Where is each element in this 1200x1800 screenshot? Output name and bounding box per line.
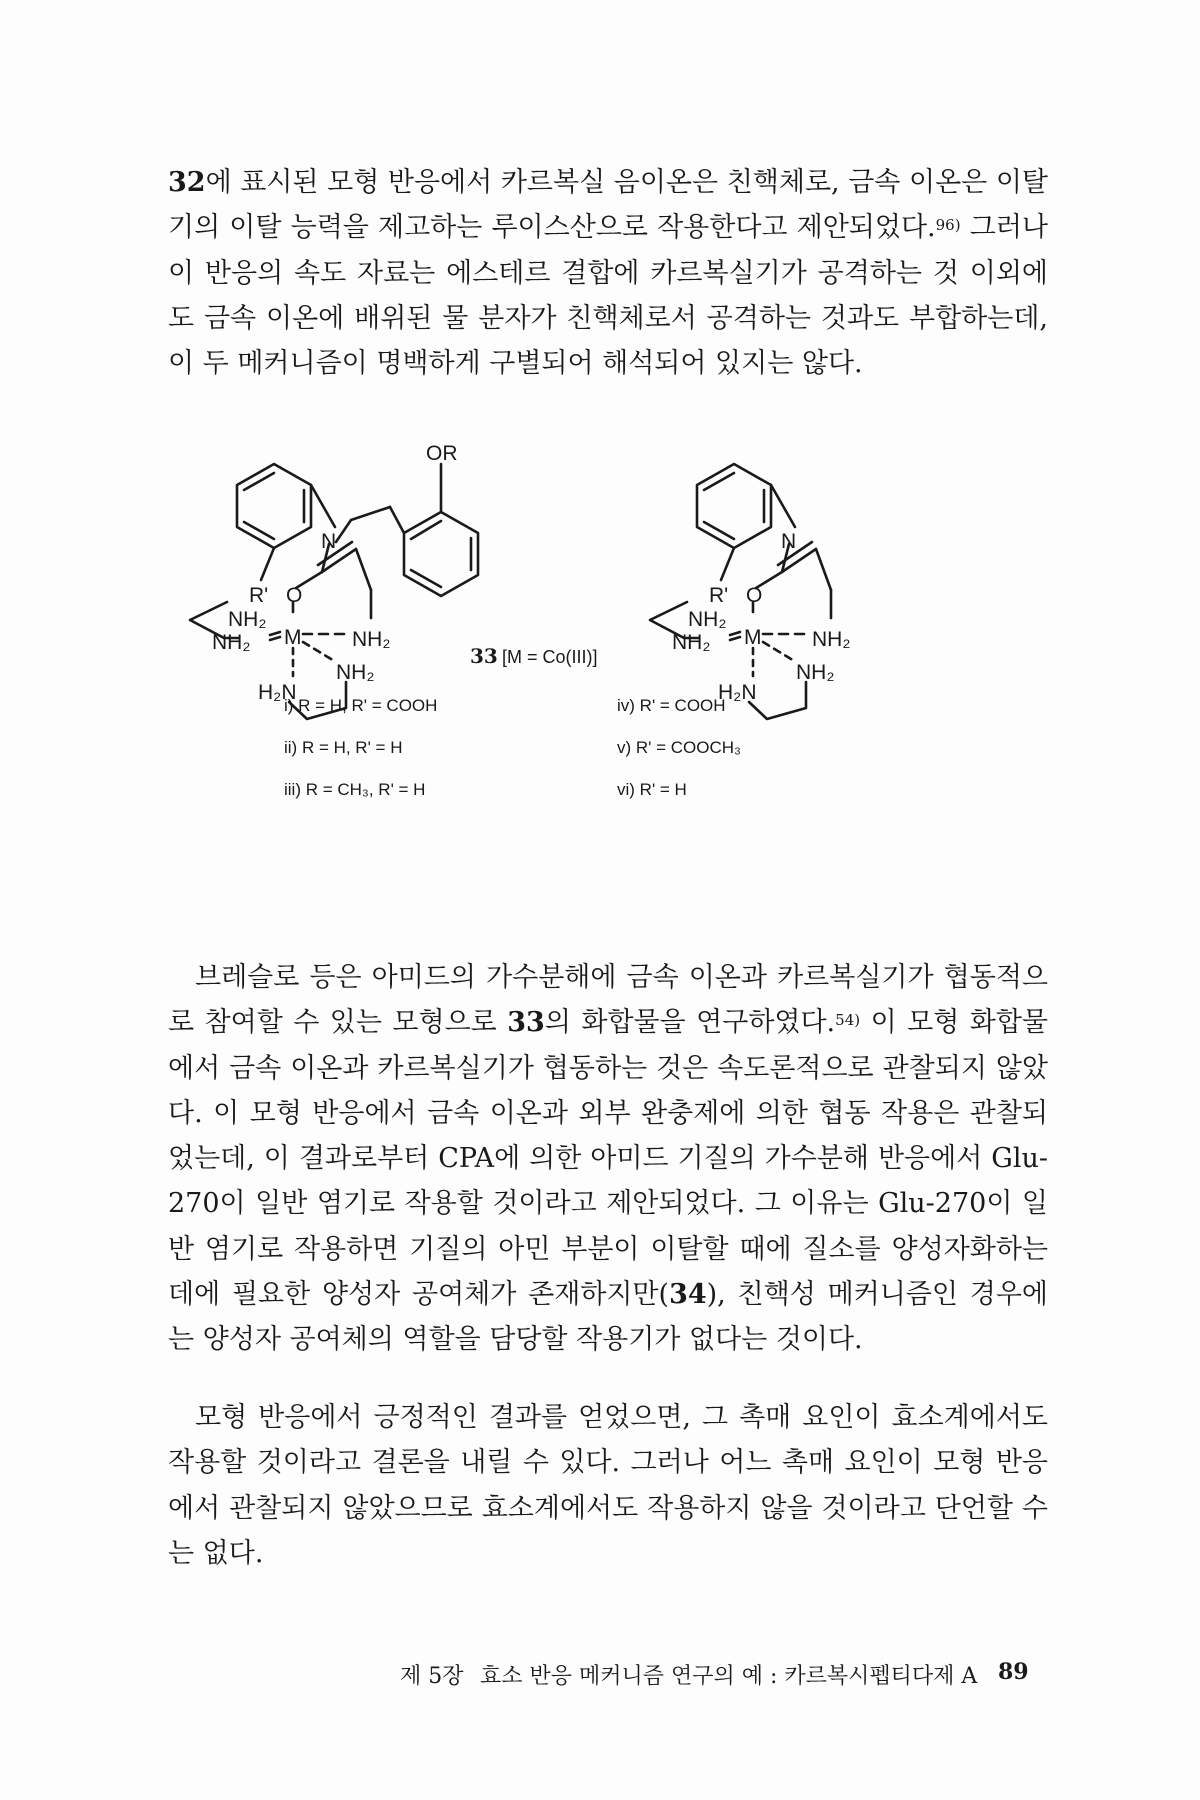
left-o-label: O xyxy=(286,584,303,607)
paragraph-1 xyxy=(168,160,1048,386)
variant-vi: vi) R' = H xyxy=(617,780,687,799)
paragraph-2-text-b: 의 화합물을 연구하였다. xyxy=(544,1007,836,1039)
right-o-label: O xyxy=(746,584,763,607)
footer-title: 효소 반응 메커니즘 연구의 예 : 카르복시펩티다제 A xyxy=(480,1664,978,1689)
variant-v: v) R' = COOCH₃ xyxy=(617,738,741,757)
left-n-label: N xyxy=(321,530,337,553)
citation-96: 96) xyxy=(935,216,961,235)
compound-number: 33 xyxy=(470,644,498,668)
right-r-prime-label: R' xyxy=(709,584,729,607)
right-n-label: N xyxy=(781,530,797,553)
paragraph-2-text-c: 이 모형 화합물에서 금속 이온과 카르복실기가 협동하는 것은 속도론적으로 관찰되지 않았다. 이 모형 반응에서 금속 이온과 외부 완충제에 의한 협동 작용은 관찰되었는데, 이 결과로부터 CPA에 의한 아미드 기질의 가수분해 반응에서 Glu-270이 일반 염기로 작용할 것이라고 제안되었다. 그 이유는 Glu-270이 일반 염기로 작용하면 기질의 아민 부분이 이탈할 때에 질소를 양성자화하는 데에 필요한 양성자 공여체가 존재하지만( xyxy=(168,1007,1048,1311)
compound-description: [M = Co(III)] xyxy=(502,647,598,667)
variant-i: i) R = H, R' = COOH xyxy=(284,696,438,715)
compound-ref-32: 32 xyxy=(168,167,206,198)
right-nh2-right: NH₂ xyxy=(812,628,851,651)
left-r-prime-label: R' xyxy=(249,584,269,607)
left-molecule xyxy=(190,464,478,719)
paragraph-3 xyxy=(168,1395,1048,1576)
right-m-label: M xyxy=(744,626,762,649)
variant-iii: iii) R = CH₃, R' = H xyxy=(284,780,426,799)
right-h2n-label: H₂N xyxy=(718,681,757,704)
left-m-label: M xyxy=(284,626,302,649)
variant-ii: ii) R = H, R' = H xyxy=(284,738,403,757)
footer-chapter: 제 5장 xyxy=(400,1664,464,1689)
paragraph-2-text-a: 브레슬로 등은 아미드의 가수분해에 금속 이온과 카르복실기가 협동적으로 참여할 수 있는 모형으로 xyxy=(168,962,1048,1039)
left-h2n-label: H₂N xyxy=(258,681,297,704)
citation-54: 54) xyxy=(835,1011,861,1030)
paragraph-3-text: 모형 반응에서 긍정적인 결과를 얻었으면, 그 촉매 요인이 효소계에서도 작용할 것이라고 결론을 내릴 수 있다. 그러나 어느 촉매 요인이 모형 반응에서 관찰되지 않았으므로 효소계에서도 작용하지 않을 것이라고 단언할 수는 없다. xyxy=(168,1402,1048,1569)
paragraph-1-text-a: 에 표시된 모형 반응에서 카르복실 음이온은 친핵체로, 금속 이온은 이탈기의 이탈 능력을 제고하는 루이스산으로 작용한다고 제안되었다. xyxy=(168,167,1048,244)
left-benzyl-ring xyxy=(404,512,478,596)
left-nh2-top: NH₂ xyxy=(228,608,267,631)
right-nh2-lower: NH₂ xyxy=(796,661,835,684)
page-number: 89 xyxy=(998,1659,1029,1685)
left-nh2-lower: NH₂ xyxy=(336,661,375,684)
right-nh2-top: NH₂ xyxy=(688,608,727,631)
left-phenyl-ring xyxy=(237,464,311,548)
chemical-structure-figure xyxy=(168,440,1038,920)
left-nh2-left: NH₂ xyxy=(212,631,251,654)
variant-iv: iv) R' = COOH xyxy=(617,696,726,715)
paragraph-2 xyxy=(168,955,1048,1363)
right-nh2-left: NH₂ xyxy=(672,631,711,654)
compound-ref-34: 34 xyxy=(669,1279,707,1311)
left-nh2-right: NH₂ xyxy=(352,628,391,651)
compound-ref-33: 33 xyxy=(507,1007,545,1039)
left-or-label: OR xyxy=(426,442,458,465)
paragraph-1-text-b: 그러나 이 반응의 속도 자료는 에스테르 결합에 카르복실기가 공격하는 것 이외에도 금속 이온에 배위된 물 분자가 친핵체로서 공격하는 것과도 부합하는데, 이 두 메커니즘이 명백하게 구별되어 해석되어 있지는 않다. xyxy=(168,212,1048,380)
right-phenyl-ring xyxy=(697,464,771,548)
paragraph-2-text-d: ), 친핵성 메커니즘인 경우에는 양성자 공여체의 역할을 담당할 작용기가 없다는 것이다. xyxy=(168,1279,1049,1356)
